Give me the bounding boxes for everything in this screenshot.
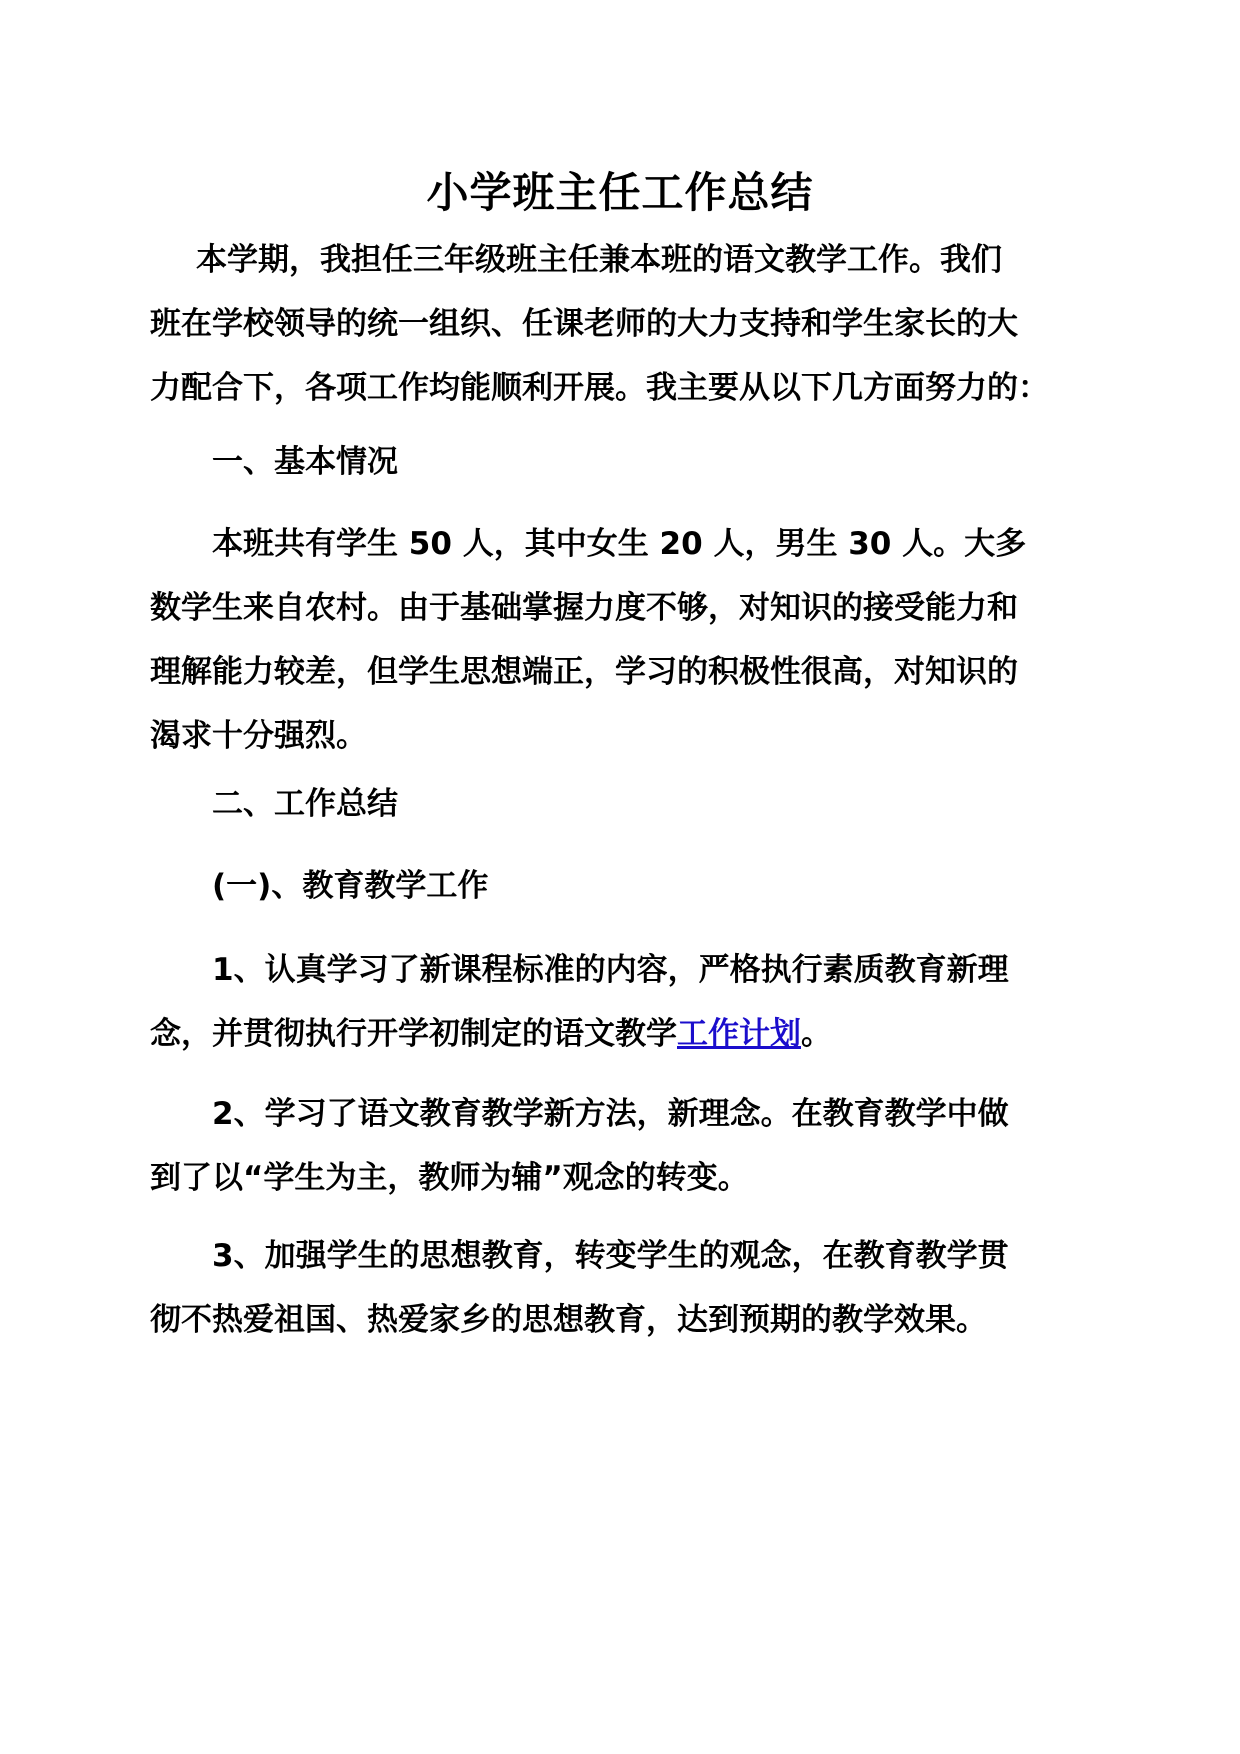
- item-2-line-2: 到了以“学生为主，教师为辅”观念的转变。: [150, 1160, 749, 1196]
- item-3-line-2: 彻不热爱祖国、热爱家乡的思想教育，达到预期的教学效果。: [150, 1302, 987, 1338]
- item-1-line-2-end: 。: [801, 1016, 832, 1052]
- section1-line-4: 渴求十分强烈。: [150, 718, 367, 754]
- section1-line-1: 本班共有学生 50 人，其中女生 20 人，男生 30 人。大多: [212, 526, 1027, 562]
- item-1-line-2-text: 念，并贯彻执行开学初制定的语文教学: [150, 1016, 677, 1052]
- intro-line-1: 本学期，我担任三年级班主任兼本班的语文教学工作。我们: [196, 242, 1002, 278]
- work-plan-link[interactable]: 工作计划: [677, 1016, 801, 1052]
- document-title: 小学班主任工作总结: [426, 168, 814, 217]
- intro-line-2: 班在学校领导的统一组织、任课老师的大力支持和学生家长的大: [150, 306, 1018, 342]
- intro-line-3: 力配合下，各项工作均能顺利开展。我主要从以下几方面努力的：: [150, 370, 1049, 406]
- section1-line-3: 理解能力较差，但学生思想端正，学习的积极性很高，对知识的: [150, 654, 1018, 690]
- item-2-paragraph: [150, 1082, 1110, 1210]
- intro-paragraph: [150, 228, 1110, 420]
- item-1-line-1: 1、认真学习了新课程标准的内容，严格执行素质教育新理: [212, 952, 1009, 988]
- item-2-line-1: 2、学习了语文教育教学新方法，新理念。在教育教学中做: [212, 1096, 1009, 1132]
- item-1-line-2: [150, 1002, 1110, 1066]
- item-1-paragraph: [150, 938, 1110, 1066]
- section-heading-basic: 一、基本情况: [212, 444, 398, 480]
- section1-line-2: 数学生来自农村。由于基础掌握力度不够，对知识的接受能力和: [150, 590, 1018, 626]
- section1-paragraph: [150, 512, 1110, 768]
- item-3-paragraph: [150, 1224, 1110, 1352]
- subheading-teaching: (一)、教育教学工作: [212, 868, 489, 904]
- section-heading-summary: 二、工作总结: [212, 786, 398, 822]
- item-3-line-1: 3、加强学生的思想教育，转变学生的观念，在教育教学贯: [212, 1238, 1009, 1274]
